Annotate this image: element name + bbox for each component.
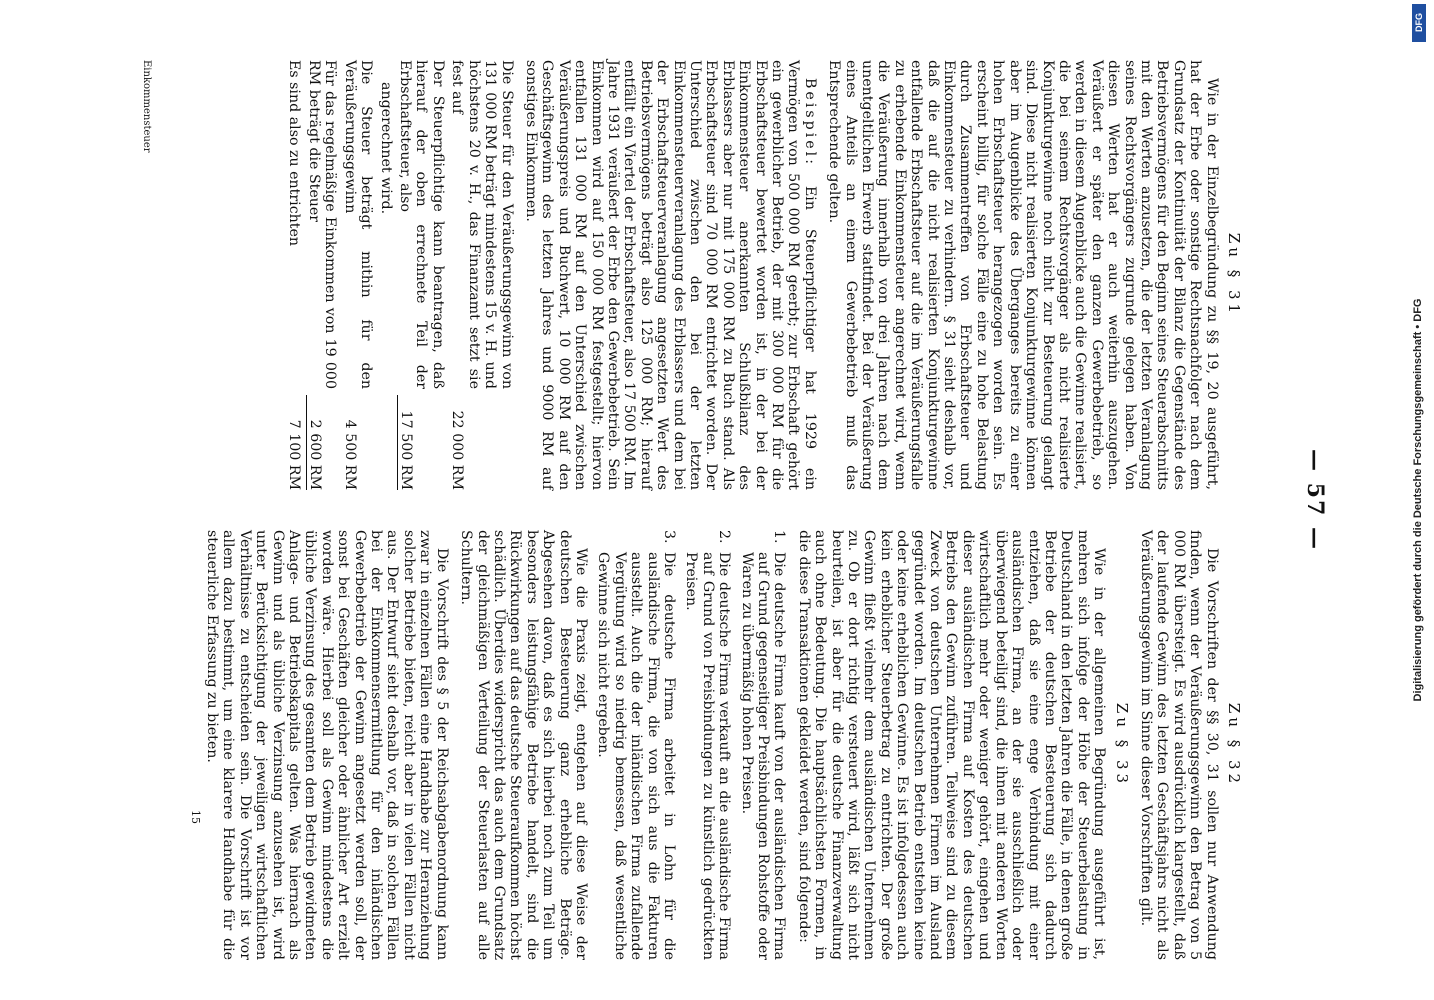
sheet-number: 15 <box>189 810 202 824</box>
section-title-32: Zu § 32 <box>1225 702 1243 788</box>
paragraph: Die Vorschrift des § 5 der Reichsabgabenordnung kann zwar in einzelnen Fällen eine Handhabe zur Heranziehung solcher Betriebe bieten, reicht aber in vielen Fällen nicht aus. Der Entwurf sieht deshalb vor, daß in solchen Fällen bei der Einkommensermittlung für den inländischen Gewerbebetrieb der Gewinn angesetzt werden soll, der sonst bei Geschäften gleicher oder ähnlicher Art erzielt worden wäre. Hierbei soll als Gewinn mindestens die übliche Verzinsung des gesamten dem Betrieb gewidmeten Anlage- und Betriebskapitals gelten. Was hiernach als Gewinn und als übliche Verzinsung anzusehen ist, wird unter Berücksichtigung der jeweiligen wirtschaftlichen Verhältnisse zu entscheiden sein. Die Vorschrift ist vor allem dazu bestimmt, um eine klarere Handhabe für die steuerliche Erfassung zu bieten. <box>204 530 450 960</box>
footer-label: Einkommensteuer <box>141 60 152 153</box>
section-title-33: Zu § 33 <box>1112 702 1131 788</box>
digitization-credit: Digitalisierung gefördert durch die Deutsche Forschungsgemeinschaft • DFG <box>1412 298 1424 702</box>
calc-desc: Es sind also zu entrichten <box>285 60 302 247</box>
list-text: Die deutsche Firma arbeitet in Lohn für die ausländische Firma, die von sich aus die Fakturen ausstellt. Auch die der inländischen Firma zufallende Vergütung wird so niedrig bemessen, daß wesentliche Gewinne sich nicht ergeben. <box>595 552 677 960</box>
list-number: 3. <box>661 530 677 544</box>
calc-amount: 17 500 RM <box>397 395 414 490</box>
example-paragraph <box>523 60 818 490</box>
section-title-31: Zu § 31 <box>1225 232 1243 318</box>
calc-amount: 7 100 RM <box>285 419 302 490</box>
list-text: Die deutsche Firma kauft von der ausländischen Firma auf Grund gegenseitiger Preisbindungen Rohstoffe oder Waren zu übermäßig hohen Preisen. <box>738 552 788 960</box>
list-item <box>683 530 732 960</box>
right-column <box>196 530 1242 960</box>
list-item <box>595 530 677 960</box>
paragraph: Wie in der allgemeinen Begründung ausgeführt ist, mehren sich infolge der Höhe der Steuerbelastung in Deutschland in den letzten Jahren die Fälle, in denen große Betriebe der deutschen Besteuerung sich dadurch entziehen, daß sie eine enge Verbindung mit einer ausländischen Firma, an der sie ausschließlich oder überwiegend beteiligt sind, die ihnen mit anderen Worten wirtschaftlich mehr oder weniger gehört, eingehen und dieser ausländischen Firma auf Kosten des deutschen Betriebs den Gewinn zuführen. Teilweise sind zu diesem Zweck von deutschen Unternehmen Firmen im Ausland gegründet worden. Im deutschen Betrieb entstehen keine oder keine erheblichen Gewinne. Es ist infolgedessen auch kein erheblicher Steuerbetrag zu entrichten. Der große Gewinn fließt vielmehr dem ausländischen Unternehmen zu. Ob er dort richtig versteuert wird, läßt sich nicht beurteilen, ist aber für die deutsche Finanzverwaltung auch ohne Bedeutung. Die hauptsächlichsten Formen, in die diese Transaktionen gekleidet werden, sind folgende: <box>795 530 1108 960</box>
page-number: — 57 — <box>1302 449 1328 551</box>
calc-amount: 22 000 RM <box>449 410 466 490</box>
list-number: 2. <box>716 530 733 544</box>
calc-row <box>377 60 393 490</box>
dfg-logo-icon: DFG <box>1412 4 1426 42</box>
calc-row-total <box>285 60 301 490</box>
calc-row <box>341 60 374 490</box>
paragraph: Wie die Praxis zeigt, entgehen auf diese Weise der deutschen Besteuerung ganz erhebliche Beträge. Abgesehen davon, daß es sich hierbei noch zum Teil um besonders leistungsfähige Betriebe handelt, sind die Rückwirkungen auf das deutsche Steueraufkommen höchst schädlich. Überdies widerspricht das auch dem Grundsatz der gleichmäßigen Verteilung der Steuerlasten auf alle Schultern. <box>458 530 589 960</box>
list-item <box>738 530 787 960</box>
calc-amount: 2 600 RM <box>306 395 323 490</box>
calc-desc: Der Steuerpflichtige kann beantragen, daß hierauf der oben errechnete Teil der Erbschaftsteuer, also <box>397 60 446 389</box>
list-text: Die deutsche Firma verkauft an die ausländische Firma auf Grund von Preisbindungen zu künstlich gedrückten Preisen. <box>683 552 733 960</box>
example-text: Ein Steuerpflichtiger hat 1929 ein Vermögen von 500 000 RM geerbt; zur Erbschaft gehört ein gewerblicher Betrieb, der mit 300 000 RM für die Erbschaftsteuer bewertet worden ist, in der bei der Einkommensteuer anerkannten Schlußbilanz des Erblassers aber nur mit 175 000 RM zu Buch stand. Als Erbschaftsteuer sind 70 000 RM entrichtet worden. Der Unterschied zwischen den bei der letzten Einkommensteuerveranlagung des Erblassers und dem bei der Erbschaftsteuerveranlagung angesetzten Wert des Betriebsvermögens beträgt also 125 000 RM; hierauf entfällt ein Viertel der Erbschaftsteuer, also 17 500 RM. Im Jahre 1931 veräußert der Erbe den Gewerbebetrieb. Sein Einkommen wird auf 150 000 RM festgestellt; hiervon entfallen 131 000 RM auf den Unterschied zwischen Veräußerungspreis und Buchwert, 10 000 RM auf den Geschäftsgewinn des letzten Jahres und 9000 RM auf sonstiges Einkommen. <box>522 60 818 491</box>
calculation-table <box>285 60 514 490</box>
list-number: 1. <box>771 530 788 544</box>
calc-row <box>397 60 446 490</box>
document-page <box>112 0 1352 1000</box>
calc-row <box>306 60 339 490</box>
left-column <box>282 60 1242 490</box>
calc-desc: Die Steuer für den Veräußerungsgewinn von 131 000 RM beträgt mindestens 15 v. H. und höchstens 20 v. H., das Finanzamt setzt sie fest auf <box>449 60 515 389</box>
calc-desc: angerechnet wird. <box>377 82 394 215</box>
calc-desc: Die Steuer beträgt mithin für den Veräußerungsgewinn <box>341 60 375 389</box>
paragraph: Wie in der Einzelbegründung zu §§ 19, 20 ausgeführt, hat der Erbe oder sonstige Rechtsnachfolger nach dem Grundsatz der Kontinuität der Bilanz die Gegenstände des Betriebsvermögens für den Beginn seines Steuerabschnitts mit den Werten anzusetzen, die der letzten Veranlagung seines Rechtsvorgängers zugrunde gelegen haben. Von diesen Werten hat er auch weiterhin auszugehen. Veräußert er später den ganzen Gewerbebetrieb, so werden in diesem Augenblicke auch die Gewinne realisiert, die bei seinem Rechtsvorgänger als nicht realisierte Konjunkturgewinne noch nicht zur Besteuerung gelangt sind. Diese nicht realisierten Konjunkturgewinne können aber im Augenblicke des Überganges bereits zu einer hohen Erbschaftsteuer herangezogen worden sein. Es erscheint billig, für solche Fälle eine zu hohe Belastung durch Zusammentreffen von Erbschaftsteuer und Einkommensteuer zu verhindern. § 31 sieht deshalb vor, daß die auf die nicht realisierten Konjunkturgewinne entfallende Erbschaftsteuer auf die im Veräußerungsfalle zu erhebende Einkommensteuer angerechnet wird, wenn die Veräußerung innerhalb von drei Jahren nach dem unentgeltlichen Erwerb stattfindet. Bei der Veräußerung eines Anteils an einem Gewerbebetrieb muß das Entsprechende gelten. <box>826 60 1220 490</box>
calc-row <box>449 60 515 490</box>
calc-amount: 4 500 RM <box>341 419 358 490</box>
calc-desc: Für das regelmäßige Einkommen von 19 000 RM beträgt die Steuer <box>306 60 339 389</box>
example-label: Beispiel: <box>801 78 818 167</box>
paragraph: Die Vorschriften der §§ 30, 31 sollen nur Anwendung finden, wenn der Veräußerungsgewinn den Betrag von 5 000 RM übersteigt. Es wird ausdrücklich klargestellt, daß der laufende Gewinn des letzten Geschäftsjahrs nicht als Veräußerungsgewinn im Sinne dieser Vorschriften gilt. <box>1137 530 1220 960</box>
